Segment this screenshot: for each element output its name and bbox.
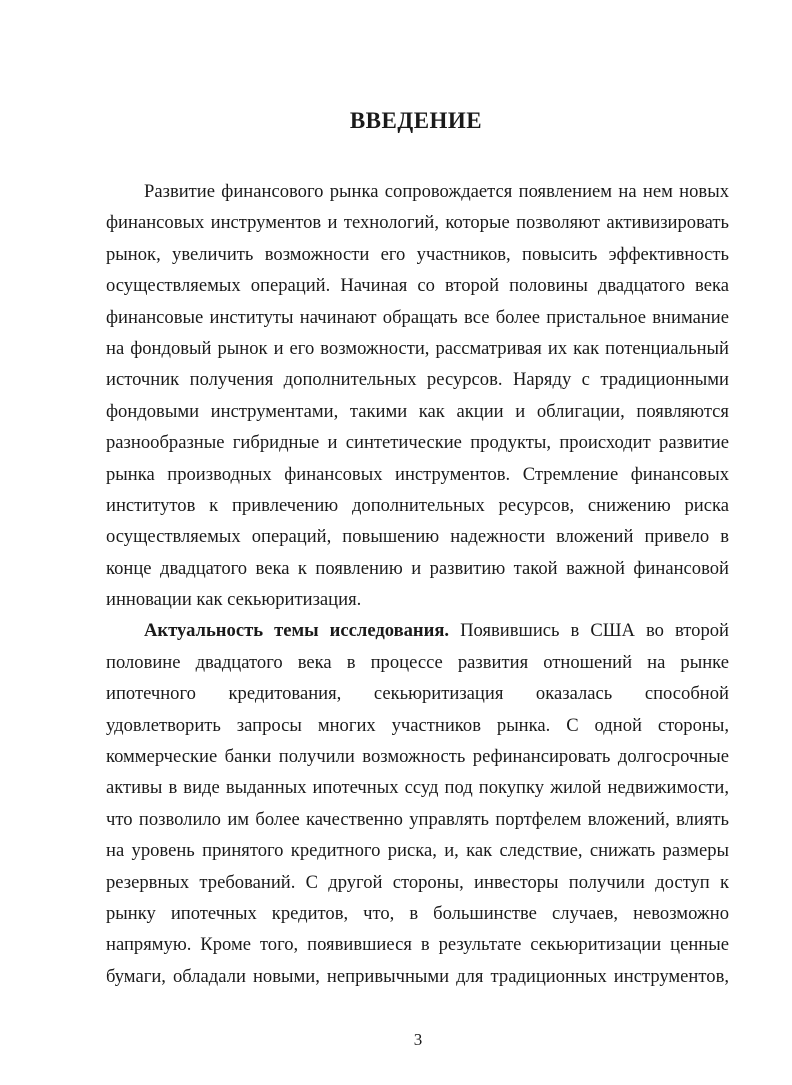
paragraph-2-first-line (106, 615, 729, 646)
relevance-heading: Актуальность темы исследования. (144, 620, 450, 642)
paragraph-2-line: половине двадцатого века в процессе развития отношений на рынке (106, 651, 729, 673)
paragraph-1-line: источник получения дополнительных ресурсов. Наряду с традиционными (106, 369, 729, 391)
paragraph-1-line: Развитие финансового рынка сопровождается появлением на нем новых (144, 181, 729, 202)
paragraph-2-line: активы в виде выданных ипотечных ссуд под покупку жилой недвижимости, (106, 777, 729, 799)
paragraph-1-line: на фондовый рынок и его возможности, рассматривая их как потенциальный (106, 337, 729, 359)
paragraph-2-line: бумаги, обладали новыми, непривычными для традиционных инструментов, (106, 965, 729, 987)
paragraph-1-line: осуществляемых операций. Начиная со второй половины двадцатого века (106, 275, 729, 297)
paragraph-2-line: на уровень принятого кредитного риска, и, как следствие, снижать размеры (106, 840, 729, 862)
paragraph-2-line: коммерческие банки получили возможность рефинансировать долгосрочные (106, 746, 729, 768)
paragraph-1-line: осуществляемых операций, повышению надежности вложений привело в (106, 526, 729, 548)
page-title: ВВЕДЕНИЕ (349, 108, 483, 133)
paragraph-2-line: напрямую. Кроме того, появившиеся в результате секьюритизации ценные (106, 934, 729, 956)
paragraph-2-first-line-rest: Появившись в США во второй (449, 620, 729, 642)
page-number: 3 (413, 1030, 423, 1049)
paragraph-1-line: институтов к привлечению дополнительных ресурсов, снижению риска (106, 494, 729, 516)
paragraph-1-line: фондовыми инструментами, такими как акции и облигации, появляются (106, 400, 729, 422)
paragraph-2-line: рынку ипотечных кредитов, что, в большинстве случаев, невозможно (106, 902, 729, 924)
paragraph-2-line: ипотечного кредитования, секьюритизация оказалась способной (106, 683, 729, 705)
paragraph-2-line: что позволило им более качественно управлять портфелем вложений, влиять (106, 808, 729, 830)
paragraph-1-line: финансовых инструментов и технологий, которые позволяют активизировать (106, 212, 729, 234)
body-text (106, 176, 729, 992)
paragraph-1-line: рынок, увеличить возможности его участников, повысить эффективность (106, 243, 729, 265)
paragraph-1-line: рынка производных финансовых инструментов. Стремление финансовых (106, 463, 729, 485)
paragraph-1-line: инновации как секьюритизация. (106, 589, 362, 611)
paragraph-1-line: конце двадцатого века к появлению и развитию такой важной финансовой (106, 557, 729, 579)
paragraph-2-line: резервных требований. С другой стороны, инвесторы получили доступ к (106, 871, 729, 893)
paragraph-1-line: финансовые институты начинают обращать все более пристальное внимание (106, 306, 729, 328)
paragraph-2-line: удовлетворить запросы многих участников рынка. С одной стороны, (106, 714, 729, 736)
paragraph-1-line: разнообразные гибридные и синтетические продукты, происходит развитие (106, 432, 729, 454)
